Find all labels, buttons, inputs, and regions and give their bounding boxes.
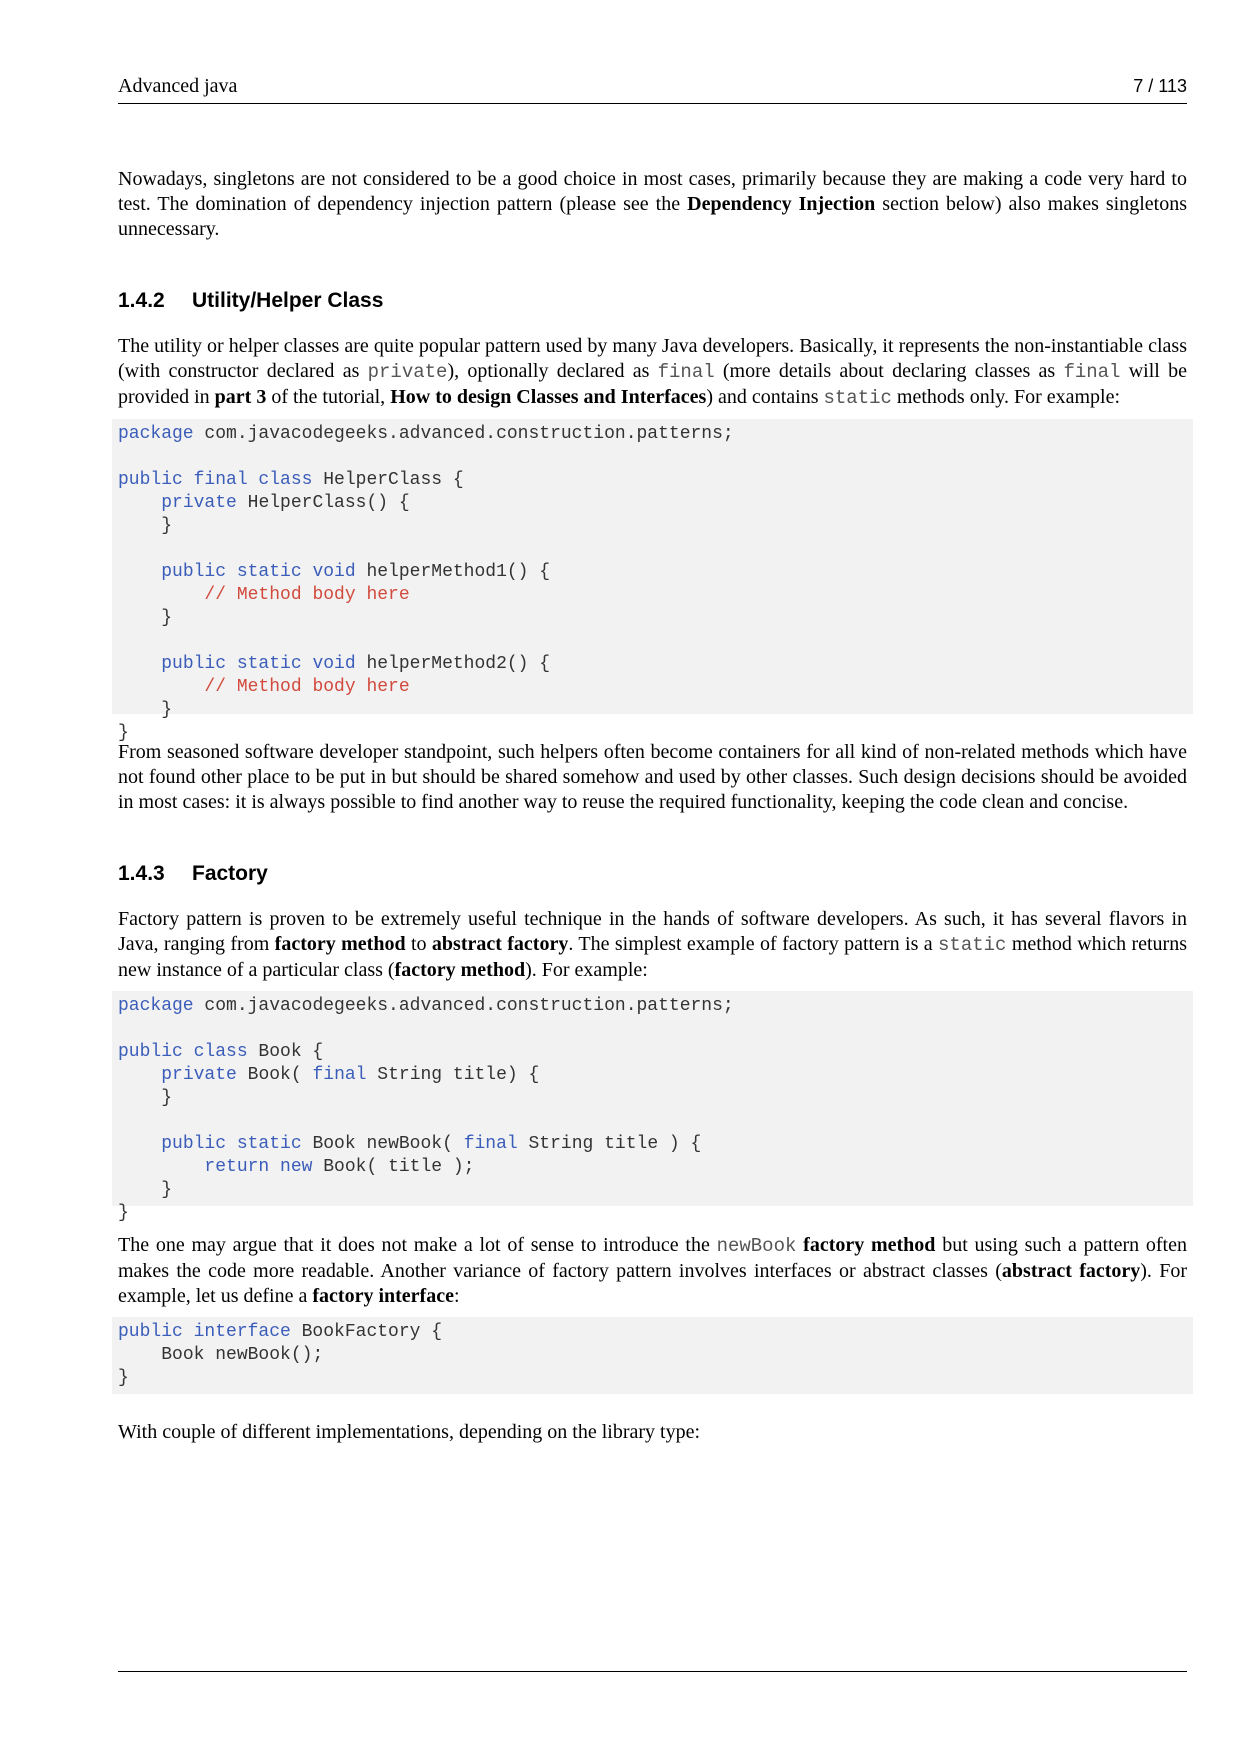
header-title: Advanced java [118, 75, 238, 97]
utility-class-paragraph: The utility or helper classes are quite popular pattern used by many Java developers. Basically, it represents the non-instantiable class (with constructor declared as private), optionally declared as final (more details about declaring classes as final will be provided in part 3 of the tutorial, How to design Classes and Interfaces) and contains static methods only. For example: [118, 335, 1187, 409]
intro-paragraph: Nowadays, singletons are not considered to be a good choice in most cases, primarily because they are making a code very hard to test. The domination of dependency injection pattern (please see the Dependency Injection section below) also makes singletons unnecessary. [118, 168, 1187, 240]
one-may-argue-paragraph: The one may argue that it does not make a lot of sense to introduce the newBook factory method but using such a pattern often makes the code more readable. Another variance of factory pattern involves interfaces or abstract classes (abstract factory). For example, let us define a factory interface: [118, 1234, 1187, 1307]
code-block-book-factory-method: package com.javacodegeeks.advanced.construction.patterns; public class Book { private Book( final String title) { } public static Book newBook( final String title ) { return new Book( title ); } } [112, 991, 1193, 1206]
page-content [118, 167, 1187, 1445]
section-heading-1-4-3: 1.4.3 Factory [118, 862, 268, 885]
seasoned-developer-paragraph: From seasoned software developer standpoint, such helpers often become containers for all kind of non-related methods which have not found other place to be put in but should be shared somehow and used by other classes. Such design decisions should be avoided in most cases: it is always possible to find another way to reuse the required functionality, keeping the code clean and concise. [118, 741, 1187, 813]
factory-paragraph: Factory pattern is proven to be extremely useful technique in the hands of software developers. As such, it has several flavors in Java, ranging from factory method to abstract factory. The simplest example of factory pattern is a static method which returns new instance of a particular class (factory method). For example: [118, 908, 1187, 981]
implementations-paragraph: With couple of different implementations, depending on the library type: [118, 1421, 701, 1443]
page-header [118, 75, 1187, 104]
section-heading-1-4-2: 1.4.2 Utility/Helper Class [118, 289, 384, 312]
page-number: 7 / 113 [1133, 76, 1187, 96]
code-block-book-factory-interface: public interface BookFactory { Book newBook(); } [112, 1317, 1193, 1394]
code-block-helper-class: package com.javacodegeeks.advanced.construction.patterns; public final class HelperClass { private HelperClass() { } public static void helperMethod1() { // Method body here } public static void helperMethod2() { // Method body here } } [112, 419, 1193, 714]
footer-rule [118, 1671, 1187, 1672]
